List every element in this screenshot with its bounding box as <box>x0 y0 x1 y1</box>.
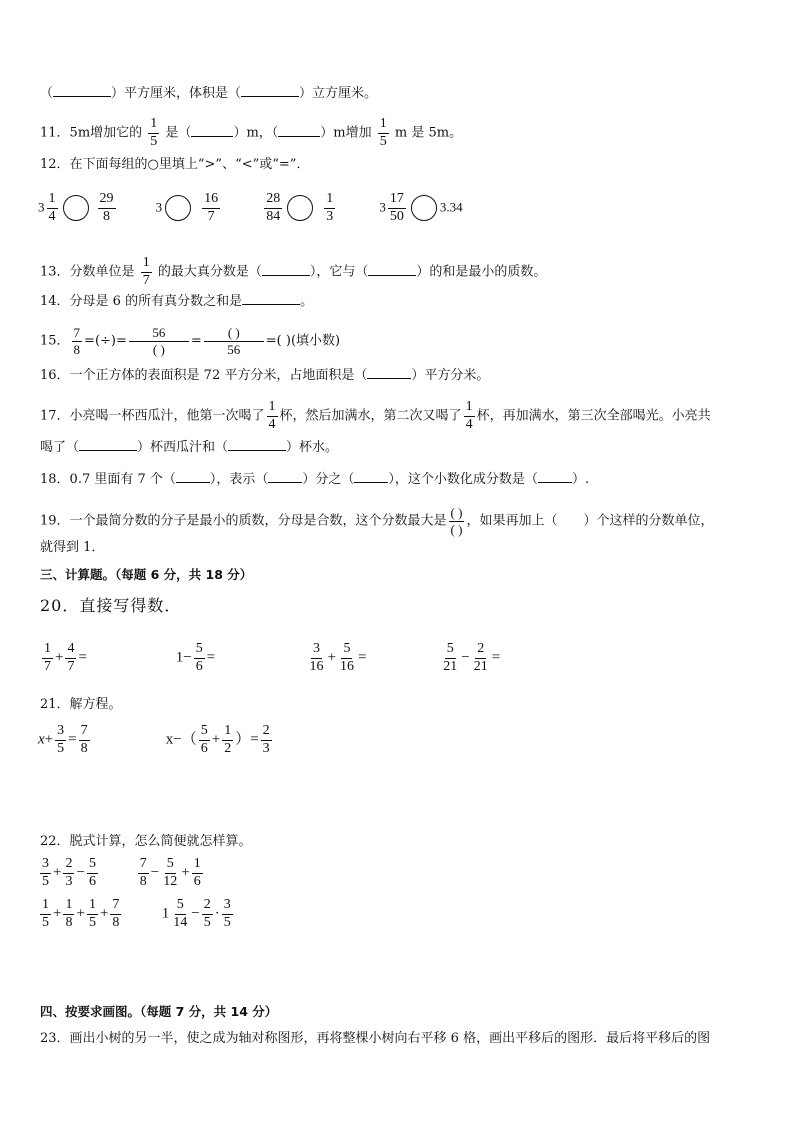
answer-blank[interactable] <box>262 263 310 276</box>
compare-group-2: 3 $\frac{16}{7}$ <box>155 191 219 224</box>
question-22-row-1 <box>38 857 205 889</box>
compare-circle[interactable] <box>411 195 437 221</box>
q10-line: （ ）平方厘米，体积是（ ）立方厘米。 <box>40 86 378 101</box>
question-12-row <box>38 192 463 224</box>
expr-2: 1− $\frac{5}{6}$ = <box>175 641 216 674</box>
question-19: 19．一个最简分数的分子是最小的质数，分母是合数，这个分数最大是 ( ) ( ) ，如果再加上（ ）个这样的分数单位， <box>40 505 714 537</box>
answer-blank[interactable] <box>79 438 137 451</box>
question-16: 16．一个正方体的表面积是 72 平方分米，占地面积是（ ）平方分米。 <box>40 368 490 383</box>
answer-blank[interactable] <box>354 470 388 483</box>
fraction: ( ) 56 <box>204 326 264 356</box>
answer-blank[interactable] <box>268 470 302 483</box>
question-15: 15． $\frac{7}{8}$ =(÷)= 56 ( ) = ( ) 56 =( )(填小数) <box>40 325 341 357</box>
answer-blank[interactable] <box>191 124 233 137</box>
calc-2: $\frac{7}{8}$ − $\frac{5}{12}$ + $\frac{1}{6}$ <box>139 856 201 889</box>
fraction: $\frac{7}{8}$ <box>73 325 81 357</box>
compare-group-3: $\frac{28}{84}$ $\frac{1}{3}$ <box>266 191 334 224</box>
fraction: $\frac{1}{4}$ <box>268 399 276 432</box>
answer-blank[interactable] <box>228 438 286 451</box>
question-17-line2: 喝了（ ）杯西瓜汁和（ ）杯水。 <box>40 440 339 455</box>
calc-4: 1 $\frac{5}{14}$ − $\frac{2}{5}$ · $\frac{3}{5}$ <box>161 897 231 930</box>
question-18: 18．0.7 里面有 7 个（ ），表示（ ）分之（ ），这个小数化成分数是（ ）. <box>40 472 590 487</box>
calc-3: $\frac{1}{5}$ + $\frac{1}{8}$ + $\frac{1}{5}$ + $\frac{7}{8}$ <box>42 897 120 930</box>
compare-group-1: 3 $\frac{1}{4}$ $\frac{29}{8}$ <box>38 191 114 224</box>
fraction: 56 ( ) <box>129 326 189 356</box>
fraction: $\frac{1}{5}$ <box>150 116 158 149</box>
question-21-row <box>38 724 274 756</box>
fraction: ( ) ( ) <box>450 505 463 537</box>
section-3-heading: 三、计算题。（每题 6 分，共 18 分） <box>40 567 253 582</box>
answer-blank[interactable] <box>176 470 210 483</box>
section-4-heading: 四、按要求画图。（每题 7 分，共 14 分） <box>40 1004 278 1019</box>
answer-blank[interactable] <box>278 124 320 137</box>
equation-2: x−（ $\frac{5}{6}$ + $\frac{1}{2}$ ）= $\frac{2}{3}$ <box>165 723 270 756</box>
compare-circle[interactable] <box>63 195 89 221</box>
answer-blank[interactable] <box>538 470 572 483</box>
answer-blank[interactable] <box>53 84 111 97</box>
question-13: 13．分数单位是 $\frac{1}{7}$ 的最大真分数是（ ），它与（ ）的和是最小的质数。 <box>40 255 547 288</box>
expr-4: $\frac{5}{21}$ − $\frac{2}{21}$ = <box>443 641 501 674</box>
fraction: $\frac{1}{5}$ <box>379 116 387 149</box>
answer-blank[interactable] <box>241 84 299 97</box>
question-20-row <box>40 642 500 674</box>
question-19-line2: 就得到 1． <box>40 540 105 555</box>
compare-circle[interactable] <box>165 195 191 221</box>
question-17: 17．小亮喝一杯西瓜汁，他第一次喝了 $\frac{1}{4}$ 杯，然后加满水，第二次又喝了 $\frac{1}{4}$ 杯，再加满水，第三次全部喝光。小亮共 <box>40 399 711 432</box>
expr-1: $\frac{1}{7}$ + $\frac{4}{7}$ = <box>44 641 87 674</box>
question-20-label: 20．直接写得数． <box>40 596 182 615</box>
question-22-row-2 <box>38 898 235 930</box>
question-22-label: 22．脱式计算，怎么简便就怎样算。 <box>40 834 252 849</box>
question-23: 23．画出小树的另一半，使之成为轴对称图形，再将整棵小树向右平移 6 格，画出平移后的图形．最后将平移后的图 <box>40 1031 711 1046</box>
answer-blank[interactable] <box>242 292 300 305</box>
question-12-label: 12．在下面每组的○里填上“>”、“<”或“=”． <box>40 157 310 172</box>
fraction: $\frac{1}{7}$ <box>142 255 150 288</box>
question-14: 14．分母是 6 的所有真分数之和是 。 <box>40 294 314 309</box>
expr-3: $\frac{3}{16}$ + $\frac{5}{16}$ = <box>309 641 367 674</box>
equation-1: x+ $\frac{3}{5}$ = $\frac{7}{8}$ <box>38 723 88 756</box>
question-21-label: 21．解方程。 <box>40 697 122 712</box>
question-11: 11．5m增加它的 $\frac{1}{5}$ 是（ ）m，（ ）m增加 $\frac{1}{5}$ m 是 5m。 <box>40 116 463 149</box>
compare-group-4: 3 $\frac{17}{50}$ 3.34 <box>379 191 463 224</box>
answer-blank[interactable] <box>368 263 416 276</box>
answer-blank[interactable] <box>367 366 411 379</box>
calc-1: $\frac{3}{5}$ + $\frac{2}{3}$ − $\frac{5}{6}$ <box>42 856 96 889</box>
fraction: $\frac{1}{4}$ <box>465 399 473 432</box>
compare-circle[interactable] <box>287 195 313 221</box>
